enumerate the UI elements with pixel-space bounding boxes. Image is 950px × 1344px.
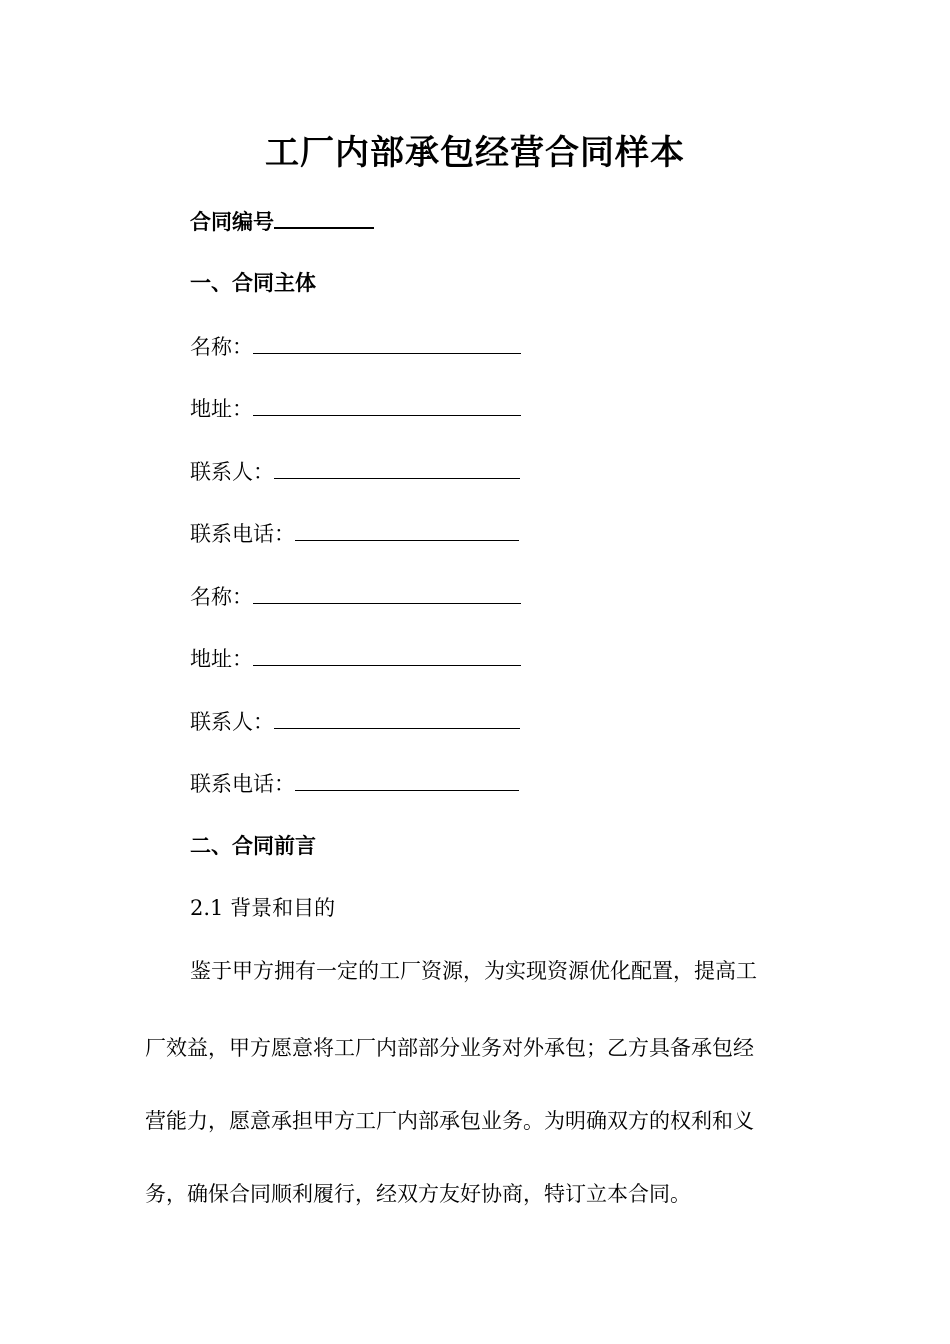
document-title: 工厂内部承包经营合同样本: [265, 133, 685, 173]
party-b-phone-line: [190, 768, 519, 799]
paragraph-line-3: 营能力，愿意承担甲方工厂内部承包业务。为明确双方的权利和义: [145, 1109, 754, 1133]
party-a-phone-line: [190, 518, 519, 549]
party-b-contact-label: 联系人：: [190, 710, 274, 734]
party-b-contact-blank[interactable]: [274, 706, 520, 729]
party-a-name-blank[interactable]: [253, 331, 521, 354]
party-a-address-label: 地址：: [190, 397, 253, 421]
paragraph-line-1: 鉴于甲方拥有一定的工厂资源，为实现资源优化配置，提高工: [190, 959, 757, 983]
party-a-name-label: 名称：: [190, 335, 253, 359]
paragraph-line-4: 务，确保合同顺利履行，经双方友好协商，特订立本合同。: [145, 1182, 691, 1206]
paragraph-line-2: 厂效益，甲方愿意将工厂内部部分业务对外承包；乙方具备承包经: [145, 1036, 754, 1060]
section-1-heading: 一、合同主体: [190, 270, 316, 295]
party-b-address-label: 地址：: [190, 647, 253, 671]
party-b-phone-blank[interactable]: [295, 768, 519, 791]
contract-number-blank[interactable]: [274, 205, 374, 229]
party-b-contact-line: [190, 706, 520, 737]
party-a-phone-blank[interactable]: [295, 518, 519, 541]
party-b-name-label: 名称：: [190, 585, 253, 609]
party-a-contact-line: [190, 456, 520, 487]
party-b-phone-label: 联系电话：: [190, 772, 295, 796]
party-b-address-line: [190, 643, 521, 674]
party-b-name-line: [190, 581, 521, 612]
party-a-address-line: [190, 393, 521, 424]
party-a-phone-label: 联系电话：: [190, 522, 295, 546]
party-a-contact-blank[interactable]: [274, 456, 520, 479]
contract-number-label: 合同编号: [190, 209, 274, 234]
contract-number-line: [190, 205, 374, 237]
party-a-name-line: [190, 331, 521, 362]
party-a-address-blank[interactable]: [253, 393, 521, 416]
party-a-contact-label: 联系人：: [190, 460, 274, 484]
section-2-heading: 二、合同前言: [190, 833, 316, 858]
party-b-address-blank[interactable]: [253, 643, 521, 666]
party-b-name-blank[interactable]: [253, 581, 521, 604]
subsection-2-1-heading: 2.1 背景和目的: [190, 896, 336, 920]
